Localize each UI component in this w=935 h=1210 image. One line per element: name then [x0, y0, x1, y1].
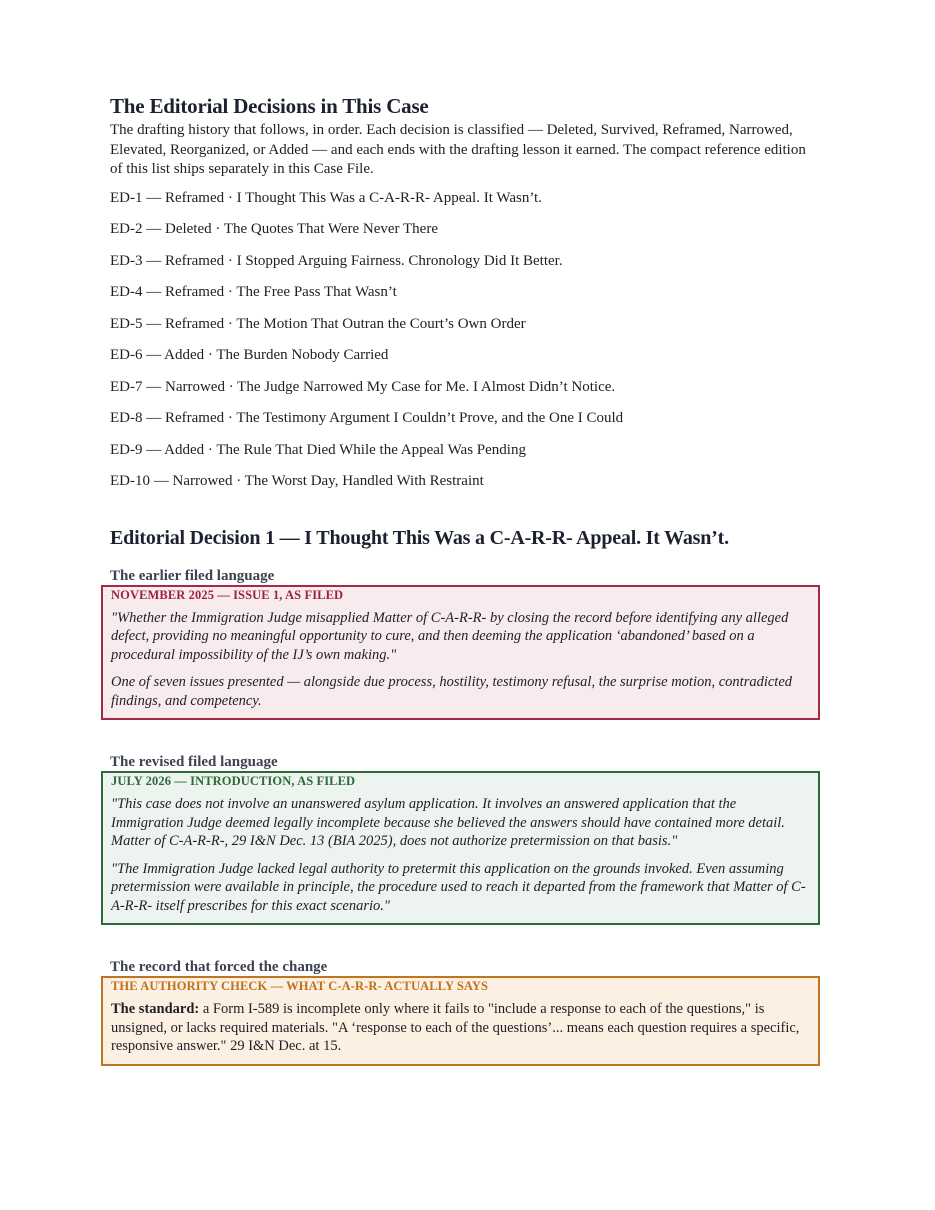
decision-list-item: ED-9 — Added · The Rule That Died While the Appeal Was Pending — [110, 441, 526, 458]
earlier-language-section — [110, 567, 818, 721]
decision-heading: Editorial Decision 1 — I Thought This Was a C-A-R-R- Appeal. It Wasn’t. — [110, 526, 729, 549]
authority-check-box — [101, 976, 820, 1066]
earlier-language-tag: NOVEMBER 2025 — ISSUE 1, AS FILED — [111, 587, 344, 602]
record-section — [110, 958, 818, 1066]
revised-language-quote-2: "The Immigration Judge lacked legal authority to pretermit this application on the grounds invoked. Even assuming pretermission were available in principle, the procedure used to reach it departed from the framework that Matter of C-A-R-R- itself prescribes for this exact scenario." — [111, 860, 806, 914]
earlier-language-box — [101, 585, 820, 721]
decision-list-item: ED-1 — Reframed · I Thought This Was a C-A-R-R- Appeal. It Wasn’t. — [110, 189, 542, 206]
decision-list-item: ED-5 — Reframed · The Motion That Outran the Court’s Own Order — [110, 315, 526, 332]
revised-language-box — [101, 771, 820, 925]
standard-label: The standard: — [111, 1001, 200, 1017]
standard-text: a Form I-589 is incomplete only where it fails to "include a response to each of the questions," is unsigned, or lacks required materials. "A ‘response to each of the questions’... means each question requires a specific, responsive answer." 29 I&N Dec. at 15. — [111, 1001, 800, 1054]
decision-list-item: ED-2 — Deleted · The Quotes That Were Never There — [110, 221, 438, 237]
decision-list-item: ED-6 — Added · The Burden Nobody Carried — [110, 347, 389, 363]
intro-paragraph: The drafting history that follows, in order. Each decision is classified — Deleted, Survived, Reframed, Narrowed, Elevated, Reorganized, or Added — and each ends with the drafting lesson it earned. The compact reference edition of this list ships separately in this Case File. — [110, 122, 806, 177]
authority-check-text — [111, 1000, 810, 1056]
authority-check-tag: THE AUTHORITY CHECK — WHAT C-A-R-R- ACTUALLY SAYS — [111, 979, 489, 993]
revised-language-section — [110, 753, 818, 925]
earlier-language-label: The earlier filed language — [110, 567, 275, 584]
revised-language-quote-1: "This case does not involve an unanswered asylum application. It involves an answered application that the Immigration Judge deemed legally incomplete because she believed the answers should have contained more detail. Matter of C-A-R-R-, 29 I&N Dec. 13 (BIA 2025), does not authorize pretermission on that basis." — [111, 796, 785, 849]
section-heading: The Editorial Decisions in This Case — [110, 94, 429, 118]
decision-list — [110, 189, 818, 504]
decision-list-item: ED-10 — Narrowed · The Worst Day, Handled With Restraint — [110, 473, 484, 489]
document-page — [110, 94, 818, 1066]
revised-language-tag: JULY 2026 — INTRODUCTION, AS FILED — [111, 774, 356, 788]
decision-list-item: ED-4 — Reframed · The Free Pass That Wasn’t — [110, 284, 397, 300]
decision-list-item: ED-3 — Reframed · I Stopped Arguing Fairness. Chronology Did It Better. — [110, 252, 563, 269]
revised-language-label: The revised filed language — [110, 754, 278, 770]
earlier-language-quote: "Whether the Immigration Judge misapplied Matter of C-A-R-R- by closing the record before identifying any alleged defect, providing no meaningful opportunity to cure, and then deeming the application ‘abandoned’ based on a procedural impossibility of the IJ’s own making." — [111, 609, 789, 663]
record-label: The record that forced the change — [110, 959, 328, 975]
decision-list-item: ED-8 — Reframed · The Testimony Argument I Couldn’t Prove, and the One I Could — [110, 410, 624, 426]
decision-list-item: ED-7 — Narrowed · The Judge Narrowed My Case for Me. I Almost Didn’t Notice. — [110, 378, 616, 395]
earlier-language-note: One of seven issues presented — alongside due process, hostility, testimony refusal, the surprise motion, contradicted findings, and competency. — [111, 674, 793, 709]
